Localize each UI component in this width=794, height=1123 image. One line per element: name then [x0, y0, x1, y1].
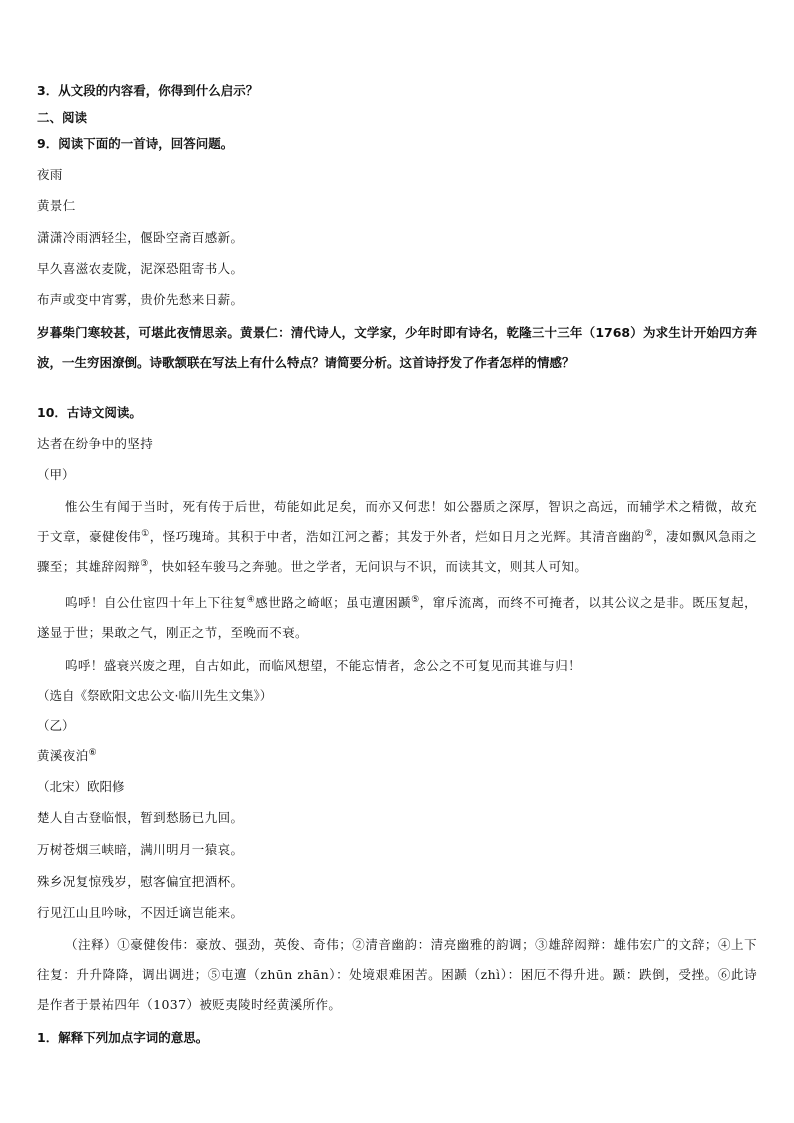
passage-source: （选自《祭欧阳文忠公文·临川先生文集》）: [37, 688, 273, 703]
passage-jia-paragraph-3: 呜呼！盛衰兴废之理，自古如此，而临风想望，不能忘情者，念公之不可复见而其谁与归！: [65, 658, 582, 673]
passage-text: ，怪巧瑰琦。其积于中者，浩如江河之蓄；其发于外者，烂如日月之光辉。其清音幽韵: [149, 529, 645, 544]
footnote-marker: ②: [644, 529, 653, 539]
passage-subtitle: 达者在纷争中的坚持: [37, 436, 154, 451]
footnote-marker: ⑤: [411, 595, 420, 605]
passage-text: ，快如轻车骏马之奔驰。世之学者，无问识与不识，而读其文，则其人可知。: [148, 559, 588, 574]
poem2-title-text: 黄溪夜泊: [37, 748, 89, 763]
passage-text: ，凄如飘风急雨之骤至；其雄辞闳辩: [37, 529, 758, 574]
poem2-author: （北宋）欧阳修: [37, 779, 125, 794]
passage-text: 呜呼！自公仕宦四十年上下往复: [65, 595, 247, 610]
passage-text: 感世路之崎岖；虽屯邅困踬: [255, 595, 412, 610]
passage-jia-paragraph-1: [37, 492, 757, 582]
poem2-line: 殊乡况复惊残岁，慰客偏宜把酒杯。: [37, 874, 244, 889]
question-3: 3．从文段的内容看，你得到什么启示？: [37, 83, 259, 98]
question-9: 9．阅读下面的一首诗，回答问题。: [37, 136, 234, 151]
poem2-line: 行见江山且吟咏，不因迁谪岂能来。: [37, 905, 244, 920]
poem-last-line-and-question: 岁暮柴门寒较甚，可堪此夜情思亲。黄景仁：清代诗人，文学家，少年时即有诗名，乾隆三十三年（1768）为求生计开始四方奔波，一生穷困潦倒。诗歌颔联在写法上有什么特点？请简要分析。这首诗抒发了作者怎样的情感？: [37, 325, 757, 370]
poem2-title: [37, 748, 97, 764]
poem2-line: 万树苍烟三峡暗，满川明月一猿哀。: [37, 842, 244, 857]
passage-text: ，窜斥流离，而终不可掩者，以其公议之是非。既压复起，遂显于世；果敢之气，刚正之节，至晚而不衰。: [37, 595, 758, 640]
annotations: （注释）①豪健俊伟：豪放、强劲，英俊、奇伟；②清音幽韵：清亮幽雅的韵调；③雄辞闳辩：雄伟宏广的文辞；④上下往复：升升降降，调出调进；⑤屯邅（zhūn zhān）：处境艰难困苦。困踬（zhì）：困厄不得升进。踬：跌倒，受挫。⑥此诗是作者于景祐四年（1037）被贬夷陵时经黄溪所作。: [37, 937, 757, 1012]
poem-line: 布声或变中宵雾，贵价先愁来日薪。: [37, 292, 244, 307]
passage-label-jia: （甲）: [37, 467, 75, 482]
footnote-marker: ③: [140, 559, 149, 569]
poem-line: 潇潇冷雨洒轻尘，偃卧空斋百感新。: [37, 230, 244, 245]
footnote-marker: ①: [141, 529, 150, 539]
poem-author: 黄景仁: [37, 198, 76, 213]
passage-label-yi: （乙）: [37, 718, 75, 733]
footnote-marker: ④: [246, 595, 256, 605]
passage-jia-paragraph-2: [37, 588, 757, 648]
poem2-line: 楚人自古登临恨，暂到愁肠已九回。: [37, 810, 244, 825]
footnote-marker: ⑥: [88, 748, 98, 758]
question-10: 10．古诗文阅读。: [37, 405, 142, 420]
poem-line: 早久喜滋农麦陇，泥深恐阻寄书人。: [37, 261, 244, 276]
question-1: 1．解释下列加点字词的意思。: [37, 1030, 209, 1045]
section-heading-reading: 二、阅读: [37, 110, 88, 125]
poem-title: 夜雨: [37, 167, 63, 182]
passage-text: 惟公生有闻于当时，死有传于后世，苟能如此足矣，而亦又何悲！如公器质之深厚，智识之高远，而辅学术之精微，故充于文章，豪健俊伟: [37, 499, 757, 544]
